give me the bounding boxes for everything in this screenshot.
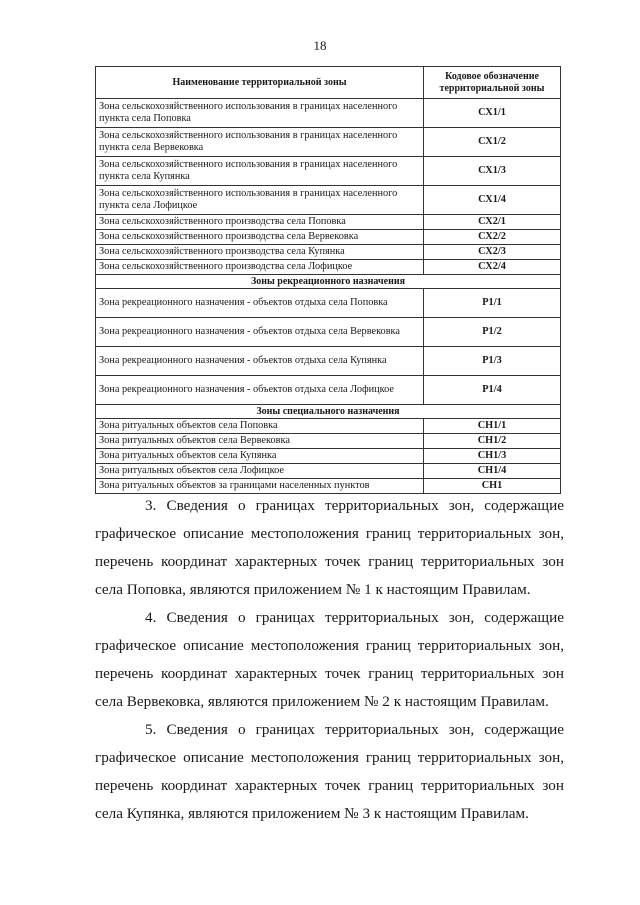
- zone-name-cell: Зона рекреационного назначения - объектов отдыха села Вервековка: [96, 318, 424, 347]
- zone-name-cell: Зона сельскохозяйственного производства села Лофицкое: [96, 260, 424, 275]
- paragraph: 3. Сведения о границах территориальных зон, содержащие графическое описание местоположения границ территориальных зон, перечень координат характерных точек границ территориальных зон села Поповка, являются приложением № 1 к настоящим Правилам.: [95, 497, 564, 598]
- zone-name-cell: Зона сельскохозяйственного производства села Вервековка: [96, 230, 424, 245]
- table-row: [96, 99, 561, 128]
- table-row: [96, 376, 561, 405]
- zone-code-cell: СХ1/1: [424, 99, 561, 128]
- body-text: [95, 492, 564, 828]
- table-row: [96, 245, 561, 260]
- zone-code-cell: СН1/3: [424, 449, 561, 464]
- table-section-row: [96, 405, 561, 419]
- table-body: [96, 99, 561, 494]
- zone-code-cell: СН1/2: [424, 434, 561, 449]
- table-header-row: [96, 67, 561, 99]
- paragraph: 4. Сведения о границах территориальных зон, содержащие графическое описание местоположения границ территориальных зон, перечень координат характерных точек границ территориальных зон села Вервековка, являются приложением № 2 к настоящим Правилам.: [95, 609, 564, 710]
- zone-code-cell: СХ1/2: [424, 128, 561, 157]
- zone-name-cell: Зона сельскохозяйственного производства села Поповка: [96, 215, 424, 230]
- zone-code-cell: Р1/4: [424, 376, 561, 405]
- zone-name-cell: Зона ритуальных объектов села Вервековка: [96, 434, 424, 449]
- table-row: [96, 289, 561, 318]
- zone-name-cell: Зона сельскохозяйственного использования в границах населенного пункта села Лофицкое: [96, 186, 424, 215]
- table-row: [96, 157, 561, 186]
- zone-code-cell: СН1: [424, 479, 561, 494]
- zone-code-cell: Р1/2: [424, 318, 561, 347]
- zone-code-cell: СХ2/4: [424, 260, 561, 275]
- section-title: Зоны специального назначения: [96, 405, 561, 419]
- zone-name-cell: Зона ритуальных объектов села Купянка: [96, 449, 424, 464]
- zone-name-cell: Зона сельскохозяйственного использования в границах населенного пункта села Вервековка: [96, 128, 424, 157]
- zone-code-cell: СХ2/1: [424, 215, 561, 230]
- zone-name-cell: Зона сельскохозяйственного производства села Купянка: [96, 245, 424, 260]
- zone-name-cell: Зона сельскохозяйственного использования в границах населенного пункта села Купянка: [96, 157, 424, 186]
- table-row: [96, 186, 561, 215]
- zone-code-cell: СН1/4: [424, 464, 561, 479]
- paragraph: 5. Сведения о границах территориальных зон, содержащие графическое описание местоположения границ территориальных зон, перечень координат характерных точек границ территориальных зон села Купянка, являются приложением № 3 к настоящим Правилам.: [95, 721, 564, 822]
- table-row: [96, 128, 561, 157]
- section-title: Зоны рекреационного назначения: [96, 275, 561, 289]
- zone-name-cell: Зона сельскохозяйственного использования в границах населенного пункта села Поповка: [96, 99, 424, 128]
- zone-code-cell: СХ1/4: [424, 186, 561, 215]
- table-row: [96, 449, 561, 464]
- table-row: [96, 464, 561, 479]
- table-row: [96, 260, 561, 275]
- table-row: [96, 230, 561, 245]
- zone-code-cell: СХ1/3: [424, 157, 561, 186]
- zone-code-cell: СХ2/3: [424, 245, 561, 260]
- table-row: [96, 215, 561, 230]
- page-number: 18: [313, 38, 327, 53]
- table-row: [96, 419, 561, 434]
- territorial-zones-table: [95, 66, 561, 494]
- zone-code-cell: Р1/3: [424, 347, 561, 376]
- zone-name-cell: Зона рекреационного назначения - объектов отдыха села Лофицкое: [96, 376, 424, 405]
- header-zone-name: Наименование территориальной зоны: [96, 67, 424, 99]
- zone-name-cell: Зона ритуальных объектов села Лофицкое: [96, 464, 424, 479]
- zone-name-cell: Зона ритуальных объектов села Поповка: [96, 419, 424, 434]
- zone-name-cell: Зона рекреационного назначения - объектов отдыха села Поповка: [96, 289, 424, 318]
- table-row: [96, 347, 561, 376]
- zone-name-cell: Зона рекреационного назначения - объектов отдыха села Купянка: [96, 347, 424, 376]
- zone-code-cell: СН1/1: [424, 419, 561, 434]
- zone-name-cell: Зона ритуальных объектов за границами населенных пунктов: [96, 479, 424, 494]
- zone-code-cell: СХ2/2: [424, 230, 561, 245]
- header-zone-code: Кодовое обозначение территориальной зоны: [424, 67, 561, 99]
- table-section-row: [96, 275, 561, 289]
- zone-code-cell: Р1/1: [424, 289, 561, 318]
- table-row: [96, 318, 561, 347]
- table-row: [96, 434, 561, 449]
